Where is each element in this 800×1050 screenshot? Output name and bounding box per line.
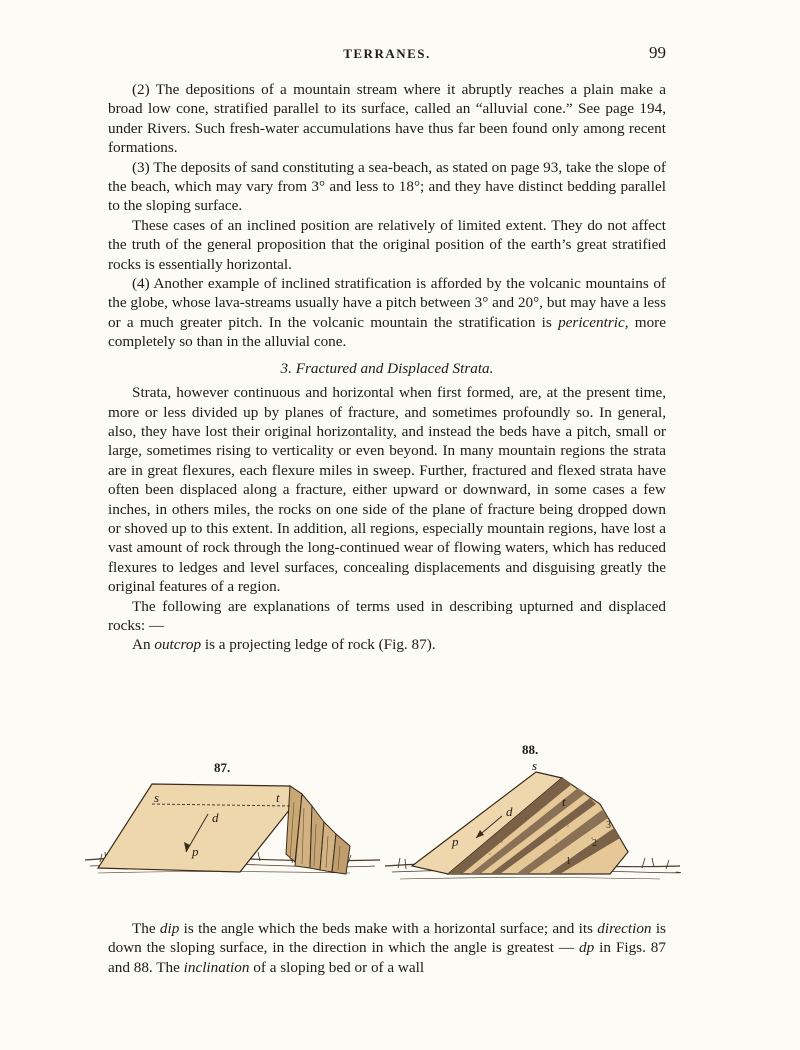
figure-87-number: 87. <box>214 760 231 775</box>
figure-88-label-2: 2 <box>592 838 597 849</box>
figure-87-label-t: t <box>276 790 280 805</box>
page-number: 99 <box>649 43 666 62</box>
paragraph-volcanic: (4) Another example of inclined stratification is afforded by the volcanic mountains of the globe, whose lava-streams usually have a pitch between 3° and 20°, but may have a less or a much greater pitch. In the volcanic mountain the stratification is pericentric, more completely so than in the alluvial cone. <box>108 275 666 351</box>
figure-88-label-3: 3 <box>606 820 611 831</box>
figure-88-label-t: t <box>562 794 566 809</box>
paragraph-alluvial-cone: (2) The depositions of a mountain stream where it abruptly reaches a plain make a broad low cone, stratified parallel to its surface, called an “alluvial cone.” See page 194, under Rivers. Such fresh-water accumulations have thus far been found only among recent formations. <box>108 81 666 157</box>
figure-87-label-d: d <box>212 810 219 825</box>
figure-88-number: 88. <box>522 742 539 757</box>
figure-88-label-p: p <box>452 834 459 849</box>
paragraph-fractured-strata: Strata, however continuous and horizontal when first formed, are, at the present time, more or less divided up by planes of fracture, and sometimes profoundly so. In general, also, they have lost their original horizontality, and instead the beds have a pitch, small or large, sometimes rising to verticality or even beyond. In many mountain regions the strata are in great flexures, each flexure miles in sweep. Further, fractured and flexed strata have often been displaced along a fracture, either upward or downward, in some cases a few inches, in others miles, the rocks on one side of the plane of fracture being dropped down or shoved up to this extent. In addition, all regions, especially mountain regions, have lost a vast amount of rock through the long-continued wear of flowing waters, which has reduced flexures to ledges and level surfaces, concealing displacements and disguising greatly the original features of a region. <box>108 384 666 596</box>
figure-87-label-p: p <box>192 844 199 859</box>
figure-88-label-d: d <box>506 804 513 819</box>
paragraph-terms-intro: The following are explanations of terms used in describing upturned and displaced rocks: — <box>108 597 666 634</box>
running-head: TERRANES. <box>343 46 431 61</box>
figure-88-outcrop <box>385 758 681 879</box>
section-heading: 3. Fractured and Displaced Strata. <box>280 359 494 377</box>
paragraph-limited-extent: These cases of an inclined position are relatively of limited extent. They do not affect the truth of the general proposition that the original position of the earth’s great stratified rocks is essentially horizontal. <box>108 216 666 273</box>
page-header <box>108 43 666 70</box>
figures-illustration <box>80 742 700 914</box>
figure-88-label-s: s <box>532 758 538 773</box>
figures-row <box>80 742 700 914</box>
paragraph-sea-beach: (3) The deposits of sand constituting a sea-beach, as stated on page 93, take the slope of the beach, which may vary from 3° and less to 18°; and they have distinct bedding parallel to the sloping surface. <box>108 158 666 215</box>
paragraph-outcrop: An outcrop is a projecting ledge of rock (Fig. 87). <box>132 636 436 654</box>
figure-88-label-1: 1 <box>566 856 571 867</box>
figure-87-label-s: s <box>154 790 160 805</box>
main-text <box>108 80 666 655</box>
paragraph-dip: The dip is the angle which the beds make with a horizontal surface; and its direction is down the sloping surface, in the direction in which the angle is greatest — dp in Figs. 87 and 88. The inclination of a sloping bed or of a wall <box>108 920 666 976</box>
figure-87-outcrop <box>85 784 380 874</box>
bottom-text <box>108 919 666 977</box>
